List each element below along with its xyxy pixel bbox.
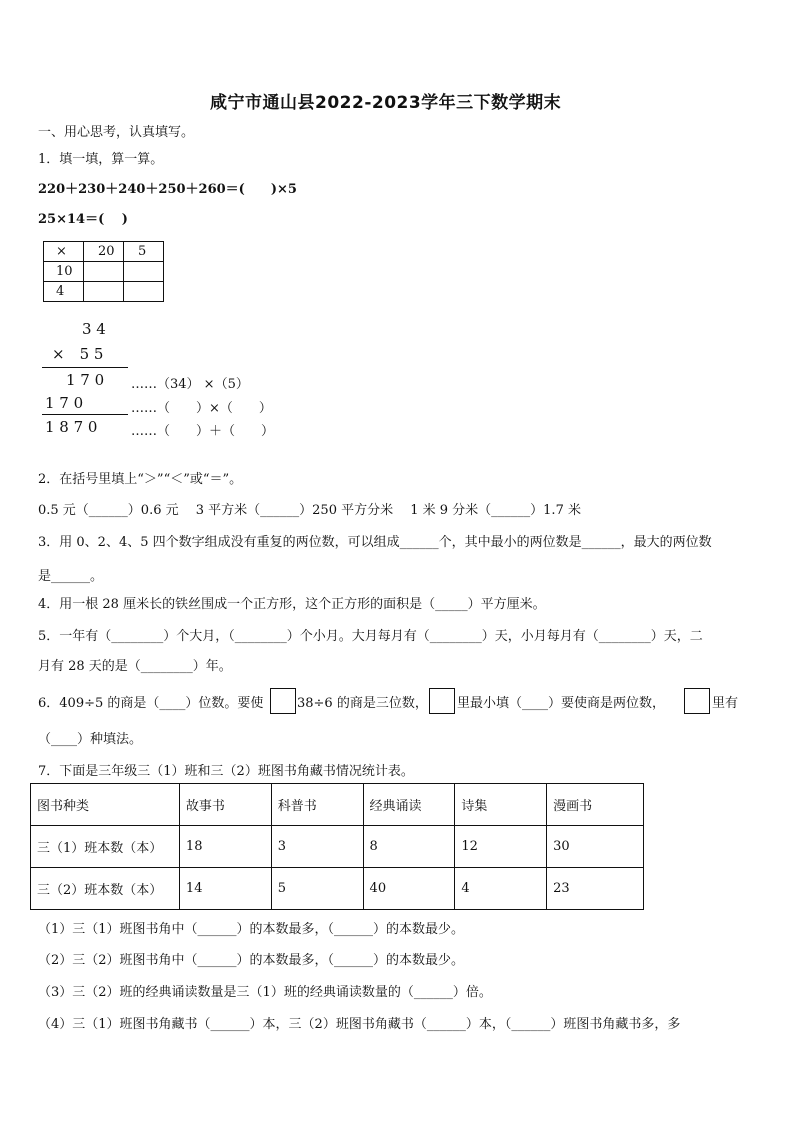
grid-cell-blank[interactable] (124, 262, 164, 282)
multiplication-grid (43, 241, 164, 302)
table-cell: 三（1）班本数（本） (31, 826, 180, 868)
grid-cell-blank[interactable] (124, 282, 164, 302)
question-4-line: 4．用一根 28 厘米长的铁丝围成一个正方形，这个正方形的面积是（_____）平方厘米。 (38, 597, 546, 612)
question-7-sub-3: （3）三（2）班的经典诵读数量是三（1）班的经典诵读数量的（______）倍。 (38, 985, 492, 1000)
grid-cell: 5 (124, 242, 164, 262)
table-cell: 3 (271, 826, 363, 868)
vertical-note-2: ……（ ）×（ ） (131, 401, 272, 416)
question-7-sub-1: （1）三（1）班图书角中（______）的本数最多，（______）的本数最少。 (38, 922, 465, 937)
grid-cell-blank[interactable] (84, 282, 124, 302)
table-cell: 18 (179, 826, 271, 868)
blank-square-box[interactable] (270, 688, 296, 714)
grid-cell: × (44, 242, 84, 262)
table-cell: 4 (455, 868, 547, 910)
table-cell: 三（2）班本数（本） (31, 868, 180, 910)
table-cell: 5 (271, 868, 363, 910)
question-5-line-2: 月有 28 天的是（________）年。 (38, 659, 232, 674)
table-cell: 23 (547, 868, 644, 910)
question-3-line-1: 3．用 0、2、4、5 四个数字组成没有重复的两位数，可以组成______个，其中最小的两位数是______，最大的两位数 (38, 535, 712, 550)
grid-cell: 4 (44, 282, 84, 302)
vertical-multiplicand: 3 4 (82, 320, 106, 338)
table-row (31, 868, 644, 910)
vertical-partial-2: 1 7 0 (45, 394, 84, 412)
question-5-line-1: 5．一年有（________）个大月，（________）个小月。大月每月有（________）天，小月每月有（________）天，二 (38, 629, 703, 644)
table-header-cell: 漫画书 (547, 784, 644, 826)
table-header-cell: 图书种类 (31, 784, 180, 826)
table-header-cell: 科普书 (271, 784, 363, 826)
question-6-part-2: 38÷6 的商是三位数， (297, 696, 428, 711)
question-6-part-4: 里有 (712, 696, 739, 711)
vertical-note-3: ……（ ）＋（ ） (131, 424, 275, 439)
section-heading: 一、用心思考，认真填写。 (38, 125, 195, 140)
question-7-sub-4: （4）三（1）班图书角藏书（______）本，三（2）班图书角藏书（______）本，（______）班图书角藏书多，多 (38, 1017, 681, 1032)
blank-square-box[interactable] (684, 688, 710, 714)
question-1-label: 1．填一填，算一算。 (38, 152, 164, 167)
table-cell: 40 (363, 868, 455, 910)
question-7-sub-2: （2）三（2）班图书角中（______）的本数最多，（______）的本数最少。 (38, 953, 465, 968)
vertical-multiplier: × 5 5 (52, 345, 104, 363)
vertical-rule-line (42, 414, 128, 415)
table-header-cell: 诗集 (455, 784, 547, 826)
table-cell: 30 (547, 826, 644, 868)
table-header-row (31, 784, 644, 826)
vertical-note-1: ……（34） ×（5） (131, 377, 249, 392)
question-1-line-2: 25×14＝( ) (38, 212, 128, 227)
question-2-label: 2．在括号里填上“＞”“＜”或“＝”。 (38, 472, 243, 487)
question-6-line-2: （____）种填法。 (38, 732, 143, 747)
page-title: 咸宁市通山县2022-2023学年三下数学期末 (210, 93, 562, 113)
table-cell: 8 (363, 826, 455, 868)
vertical-rule-line (42, 367, 128, 368)
grid-cell: 10 (44, 262, 84, 282)
table-header-cell: 经典诵读 (363, 784, 455, 826)
question-6-part-1: 6．409÷5 的商是（____）位数。要使 (38, 696, 264, 711)
blank-square-box[interactable] (429, 688, 455, 714)
grid-cell: 20 (84, 242, 124, 262)
table-cell: 12 (455, 826, 547, 868)
vertical-partial-1: 1 7 0 (66, 371, 105, 389)
question-3-line-2: 是______。 (38, 569, 104, 584)
book-statistics-table (30, 783, 644, 910)
question-7-label: 7．下面是三年级三（1）班和三（2）班图书角藏书情况统计表。 (38, 764, 414, 779)
grid-cell-blank[interactable] (84, 262, 124, 282)
question-1-line-1: 220＋230＋240＋250＋260＝( )×5 (38, 182, 297, 197)
table-cell: 14 (179, 868, 271, 910)
question-6-part-3: 里最小填（____）要使商是两位数， (457, 696, 666, 711)
table-row (31, 826, 644, 868)
vertical-result: 1 8 7 0 (45, 418, 98, 436)
question-2-line: 0.5 元（______）0.6 元 3 平方米（______）250 平方分米 1 米 9 分米（______）1.7 米 (38, 503, 581, 518)
table-header-cell: 故事书 (179, 784, 271, 826)
